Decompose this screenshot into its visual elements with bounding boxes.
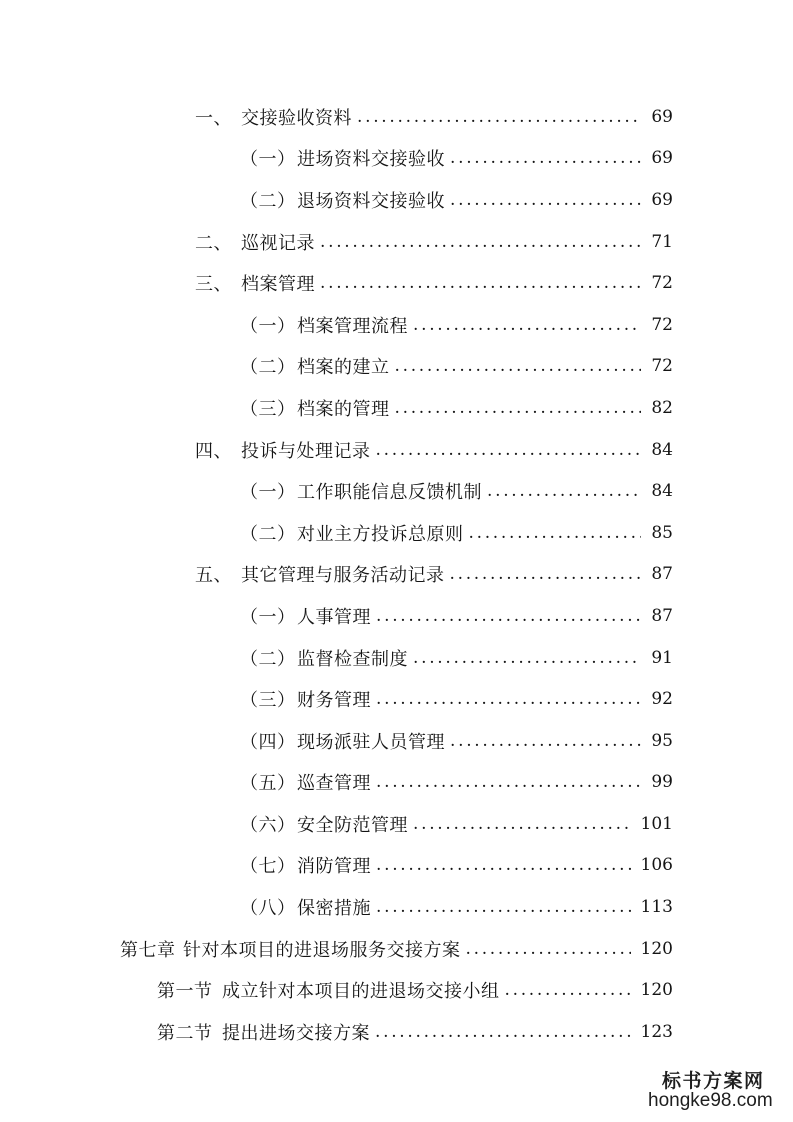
dot-leader: [413, 814, 631, 834]
toc-entry: [0, 96, 673, 138]
toc-entry: [0, 138, 673, 180]
watermark-site-url: hongke98.com: [648, 1090, 773, 1111]
dot-leader: [320, 232, 641, 252]
toc-entry-page: 87: [651, 564, 673, 585]
toc-entry-page: 84: [651, 481, 673, 502]
toc-entry-title: 进场资料交接验收: [297, 149, 445, 171]
toc-entry-page: 71: [651, 231, 673, 252]
toc-entry-title: 保密措施: [297, 898, 371, 920]
dot-leader: [375, 1022, 631, 1042]
dot-leader: [413, 648, 641, 668]
toc-entry: [0, 429, 673, 471]
toc-section-entry: [0, 1011, 673, 1053]
dot-leader: [320, 273, 641, 293]
toc-entry-page: 69: [651, 148, 673, 169]
toc-entry-title: 财务管理: [297, 690, 371, 712]
toc-entry-title: 工作职能信息反馈机制: [297, 482, 482, 504]
toc-entry-title: 档案管理: [241, 274, 315, 296]
toc-entry-number: （一）: [240, 606, 296, 628]
toc-entry-number: （一）: [240, 315, 296, 337]
toc-entry: [0, 221, 673, 263]
dot-leader: [376, 689, 641, 709]
toc-entry: [0, 262, 673, 304]
dot-leader: [357, 107, 641, 127]
toc-entry: [0, 720, 673, 762]
toc-entry-number: （六）: [240, 814, 296, 836]
toc-entry: [0, 554, 673, 596]
toc-entry-number: （二）: [240, 648, 296, 670]
toc-entry-title: 档案的管理: [297, 398, 390, 420]
dot-leader: [450, 190, 641, 210]
toc-entry: [0, 346, 673, 388]
dot-leader: [469, 523, 642, 543]
toc-entry-page: 123: [640, 1021, 673, 1042]
toc-entry-number: 第二节: [157, 1022, 213, 1044]
toc-entry-number: （七）: [240, 856, 296, 878]
toc-section-entry: [0, 969, 673, 1011]
toc-entry-title: 退场资料交接验收: [297, 190, 445, 212]
toc-entry-number: 一、: [195, 107, 232, 129]
toc-entry: [0, 470, 673, 512]
toc-entry-page: 113: [640, 897, 673, 918]
dot-leader: [395, 356, 642, 376]
toc-entry-number: （二）: [240, 523, 296, 545]
toc-entry-number: （四）: [240, 731, 296, 753]
toc-entry-page: 87: [651, 605, 673, 626]
toc-entry-title: 投诉与处理记录: [241, 440, 371, 462]
toc-entry: [0, 637, 673, 679]
toc-entry-page: 69: [651, 189, 673, 210]
dot-leader: [376, 440, 642, 460]
toc-entry: [0, 678, 673, 720]
toc-entry-page: 85: [651, 522, 673, 543]
toc-entry-page: 91: [651, 647, 673, 668]
toc-entry-number: 五、: [195, 565, 232, 587]
toc-entry-number: （二）: [240, 357, 296, 379]
toc-entry-number: （一）: [240, 149, 296, 171]
dot-leader: [505, 980, 631, 1000]
toc-entry-title: 档案的建立: [297, 357, 390, 379]
dot-leader: [450, 148, 641, 168]
toc-entry-title: 人事管理: [297, 606, 371, 628]
dot-leader: [450, 731, 641, 751]
dot-leader: [376, 606, 641, 626]
toc-entry-title: 针对本项目的进退场服务交接方案: [183, 939, 461, 961]
toc-entry-number: 第七章: [120, 939, 176, 961]
toc-entry-number: 二、: [195, 232, 232, 254]
toc-entry-title: 监督检查制度: [297, 648, 408, 670]
toc-entry-title: 消防管理: [297, 856, 371, 878]
dot-leader: [487, 481, 641, 501]
toc-entry: [0, 845, 673, 887]
toc-entry-page: 101: [640, 813, 673, 834]
toc-entry-title: 现场派驻人员管理: [297, 731, 445, 753]
toc-entry-title: 巡查管理: [297, 773, 371, 795]
toc-entry-number: （三）: [240, 690, 296, 712]
toc-entry-number: 三、: [195, 274, 232, 296]
toc-entry-page: 92: [651, 689, 673, 710]
dot-leader: [376, 897, 631, 917]
toc-entry-number: （二）: [240, 190, 296, 212]
toc-entry: [0, 387, 673, 429]
toc-entry-page: 82: [651, 397, 673, 418]
toc-entry-title: 成立针对本项目的进退场交接小组: [222, 981, 500, 1003]
toc-entry-number: （三）: [240, 398, 296, 420]
toc-entry-title: 提出进场交接方案: [222, 1022, 370, 1044]
toc-entry-page: 99: [651, 772, 673, 793]
toc-entry: [0, 304, 673, 346]
toc-entry-page: 72: [651, 314, 673, 335]
toc-entry-number: （一）: [240, 482, 296, 504]
toc-entry: [0, 803, 673, 845]
dot-leader: [376, 772, 641, 792]
toc-entry-page: 72: [651, 273, 673, 294]
toc-chapter-entry: [0, 928, 673, 970]
toc-entry-title: 巡视记录: [241, 232, 315, 254]
toc-entry-page: 120: [640, 980, 673, 1001]
table-of-contents: [0, 96, 673, 1053]
toc-entry-page: 69: [651, 106, 673, 127]
dot-leader: [450, 564, 642, 584]
toc-entry: [0, 595, 673, 637]
toc-entry-page: 106: [640, 855, 673, 876]
toc-entry-title: 其它管理与服务活动记录: [241, 565, 445, 587]
dot-leader: [466, 939, 631, 959]
dot-leader: [395, 398, 642, 418]
toc-entry: [0, 179, 673, 221]
dot-leader: [376, 855, 631, 875]
toc-entry: [0, 512, 673, 554]
toc-entry-number: （五）: [240, 773, 296, 795]
dot-leader: [413, 315, 641, 335]
toc-entry-number: 四、: [195, 440, 232, 462]
toc-entry-number: （八）: [240, 898, 296, 920]
toc-entry-title: 交接验收资料: [241, 107, 352, 129]
toc-entry-number: 第一节: [157, 981, 213, 1003]
toc-entry-page: 95: [651, 730, 673, 751]
toc-entry-page: 120: [640, 938, 673, 959]
toc-entry-page: 84: [651, 439, 673, 460]
toc-entry-title: 对业主方投诉总原则: [297, 523, 464, 545]
toc-entry: [0, 762, 673, 804]
watermark-site-name: 标书方案网: [662, 1070, 765, 1092]
toc-entry-title: 安全防范管理: [297, 814, 408, 836]
toc-entry-page: 72: [651, 356, 673, 377]
toc-entry-title: 档案管理流程: [297, 315, 408, 337]
toc-entry: [0, 886, 673, 928]
